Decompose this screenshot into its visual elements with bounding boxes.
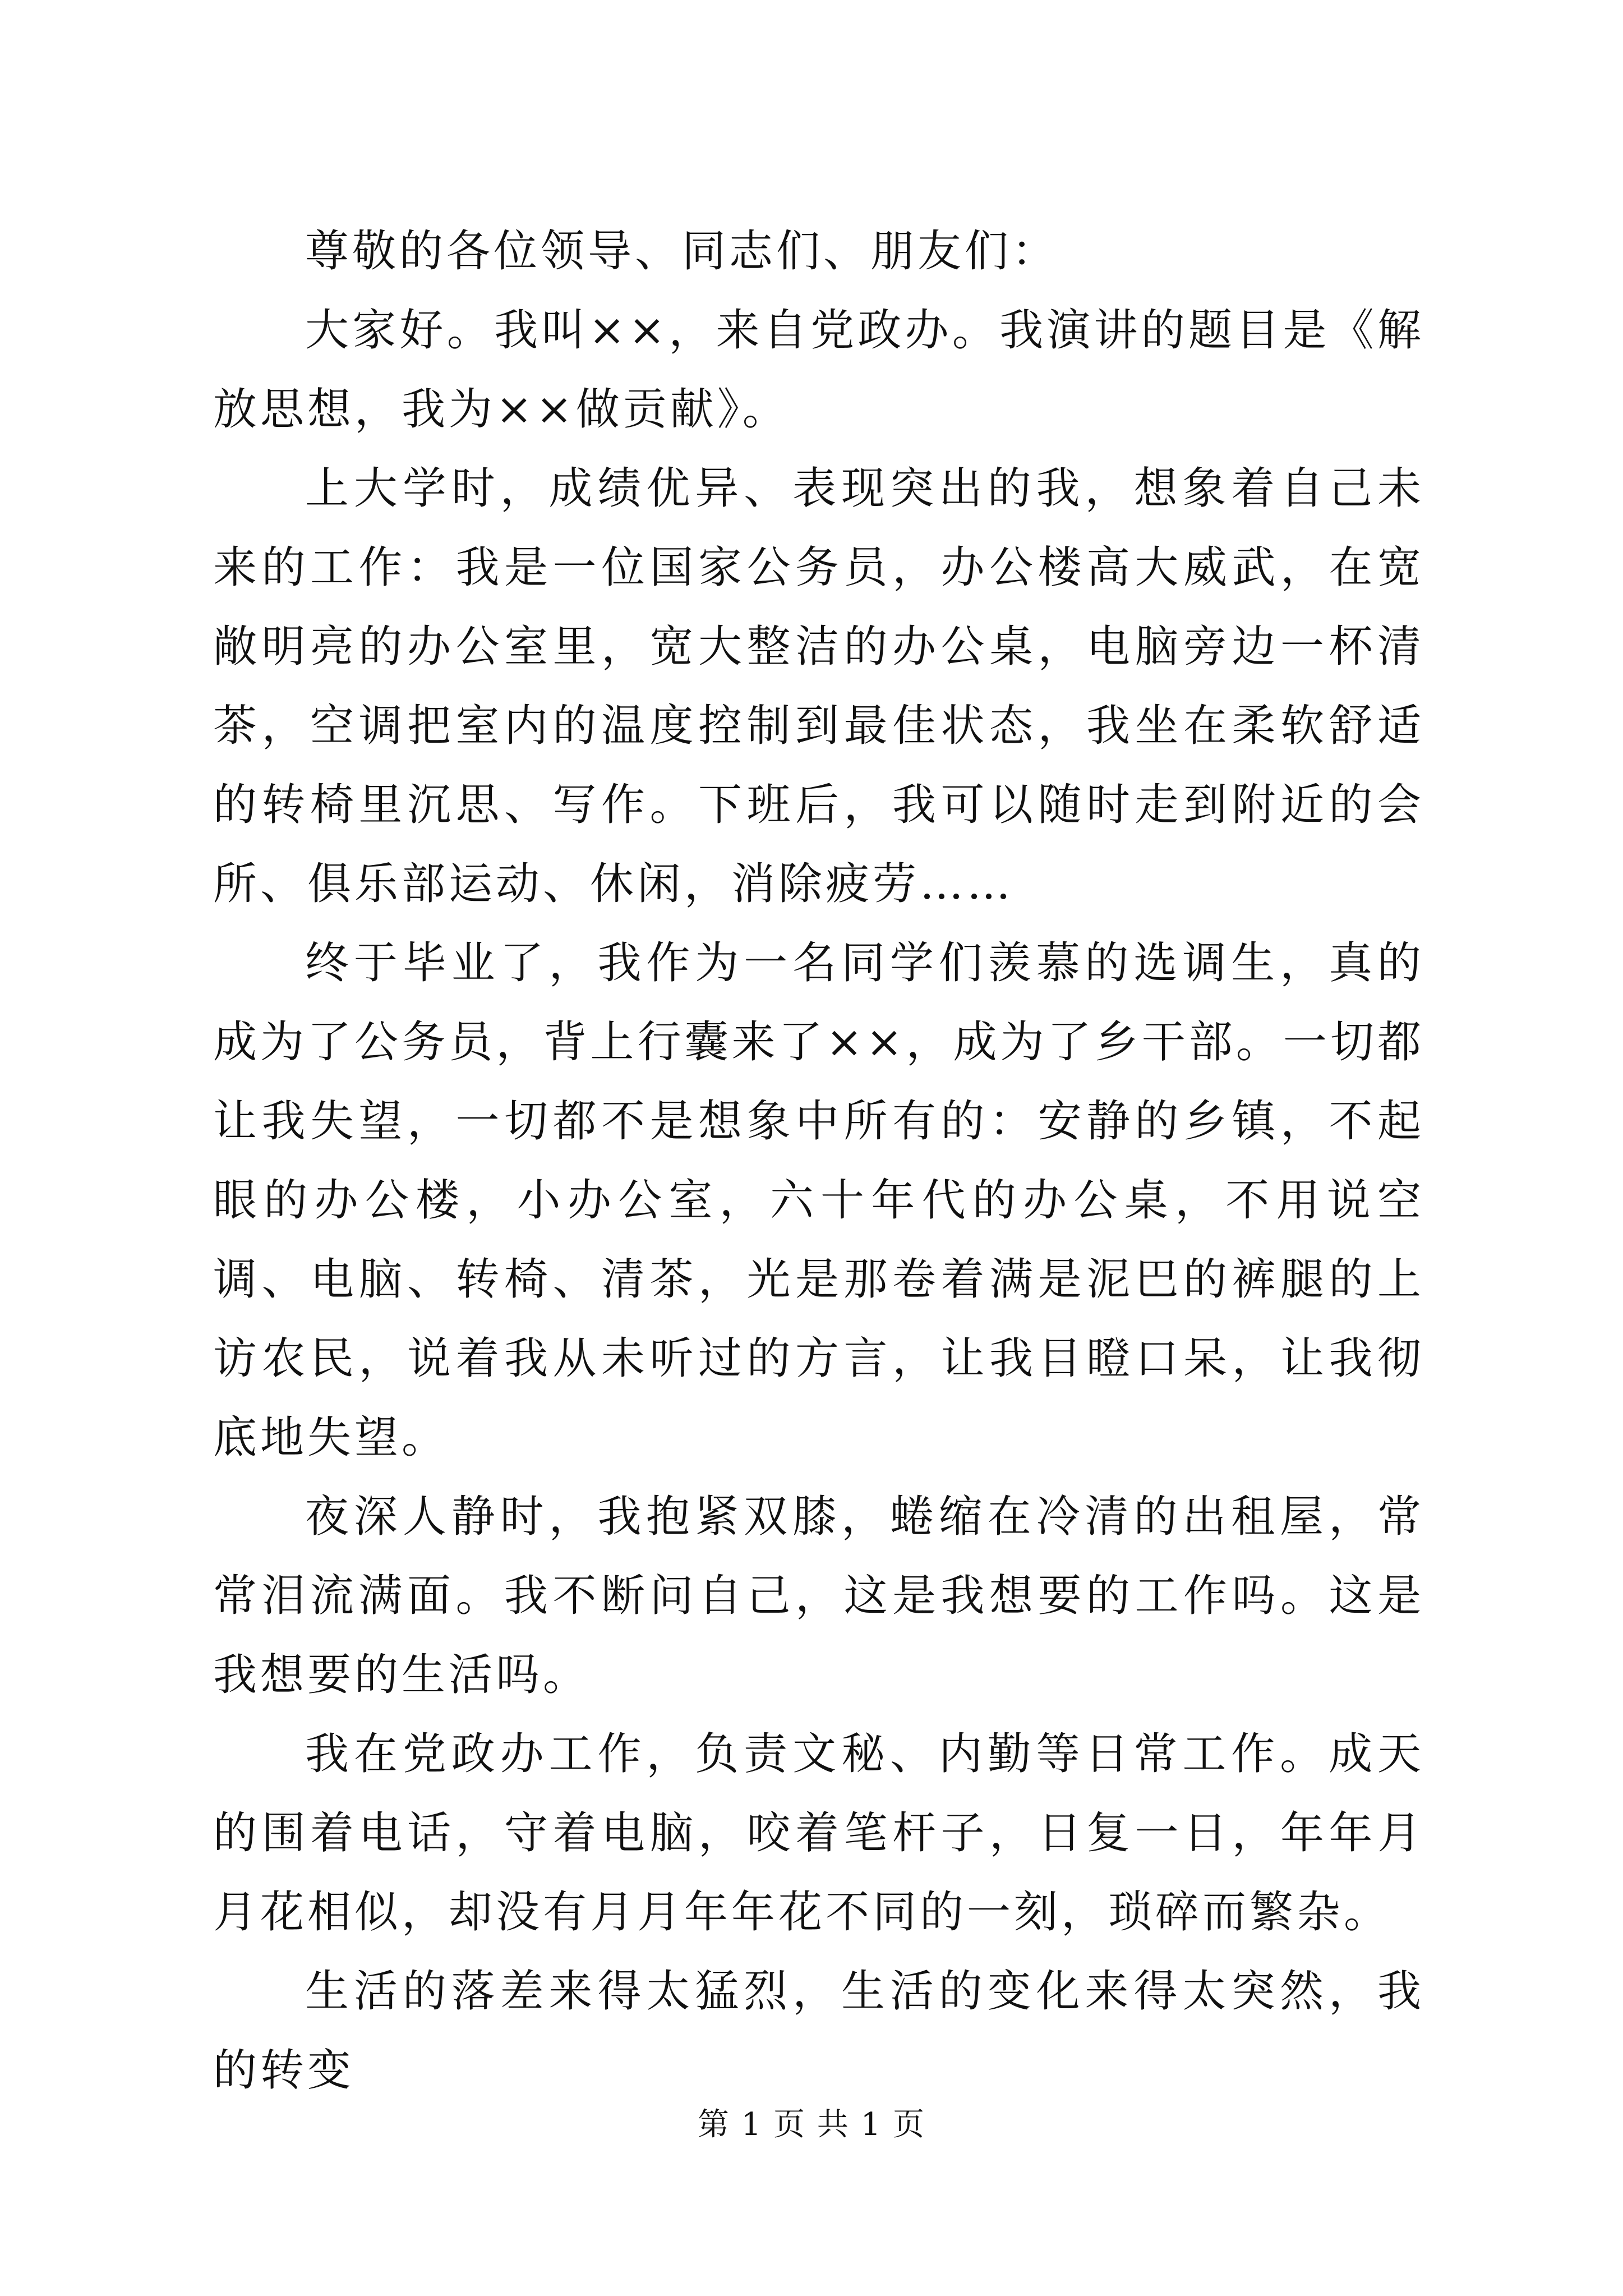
salutation-paragraph: 尊敬的各位领导、同志们、朋友们： [305,226,1059,277]
night-reflection-paragraph: 夜深人静时，我抱紧双膝，蜷缩在冷清的出租屋，常常泪流满面。我不断问自己，这是我想要的工作吗。这是我想要的生活吗。 [213,1492,1424,1700]
document-body [213,212,1424,2110]
page-number-footer: 第 1 页 共 1 页 [697,2106,926,2143]
graduation-paragraph: 终于毕业了，我作为一名同学们羡慕的选调生，真的成为了公务员，背上行囊来了××，成为了乡干部。一切都让我失望，一切都不是想象中所有的：安静的乡镇，不起眼的办公楼，小办公室，六十年代的办公桌，不用说空调、电脑、转椅、清茶，光是那卷着满是泥巴的裤腿的上访农民，说着我从未听过的方言，让我目瞪口呆，让我彻底地失望。 [213,938,1424,1463]
daily-work-paragraph: 我在党政办工作，负责文秘、内勤等日常工作。成天的围着电话，守着电脑，咬着笔杆子，日复一日，年年月月花相似，却没有月月年年花不同的一刻，琐碎而繁杂。 [213,1729,1424,1938]
college-dream-paragraph: 上大学时，成绩优异、表现突出的我，想象着自己未来的工作：我是一位国家公务员，办公楼高大威武，在宽敞明亮的办公室里，宽大整洁的办公桌，电脑旁边一杯清茶，空调把室内的温度控制到最佳状态，我坐在柔软舒适的转椅里沉思、写作。下班后，我可以随时走到附近的会所、俱乐部运动、休闲，消除疲劳…… [213,463,1424,909]
life-change-paragraph: 生活的落差来得太猛烈，生活的变化来得太突然，我的转变 [213,1966,1424,2096]
introduction-paragraph: 大家好。我叫××，来自党政办。我演讲的题目是《解放思想，我为××做贡献》。 [213,305,1424,435]
